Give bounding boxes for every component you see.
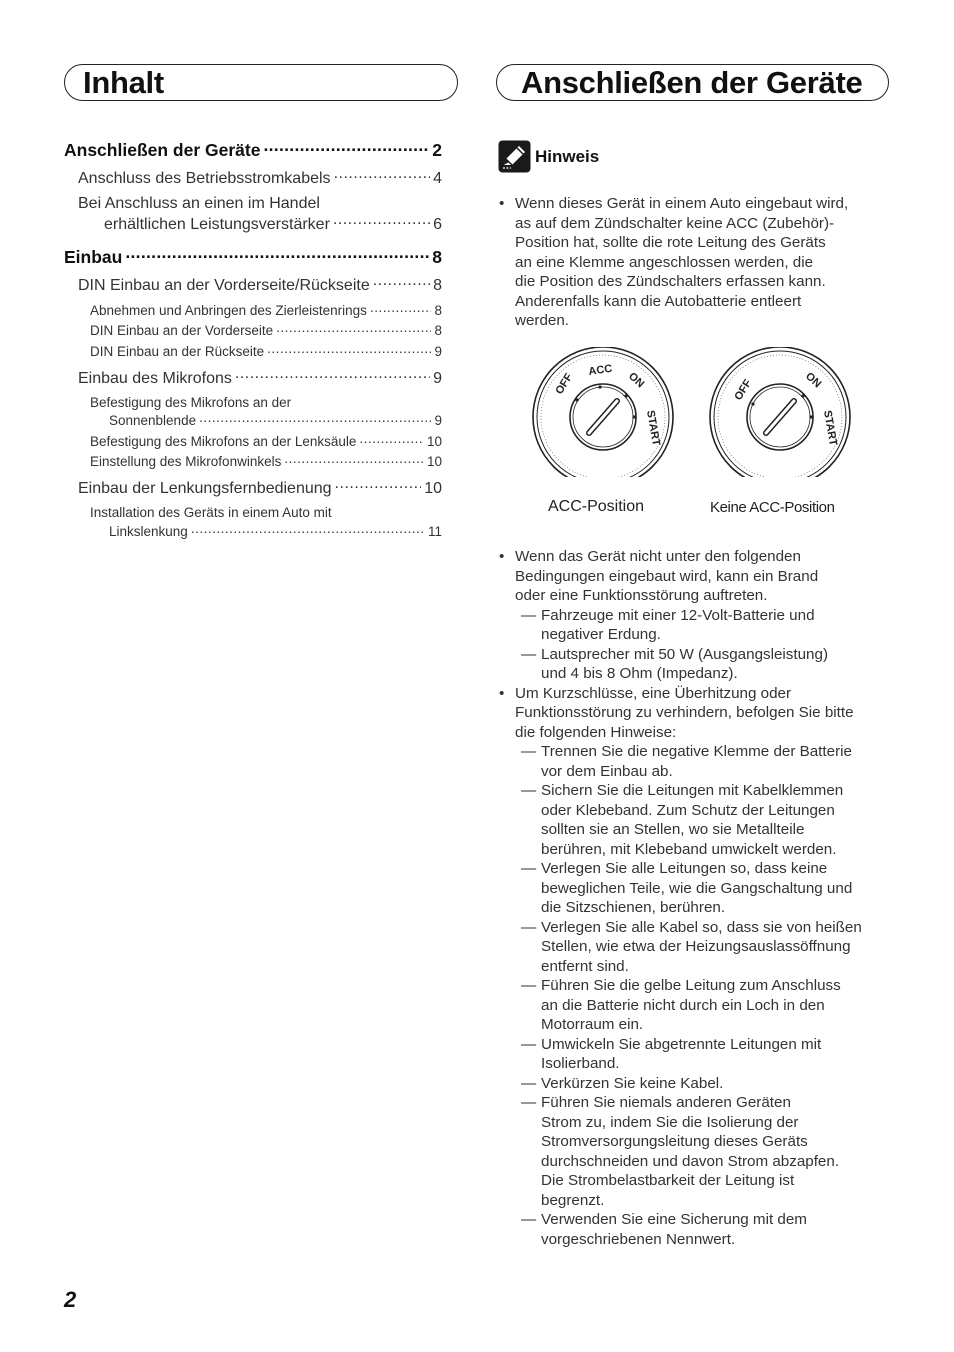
text-line: as auf dem Zündschalter keine ACC (Zubehör)- xyxy=(515,214,835,232)
sub-list-item xyxy=(496,1093,892,1210)
toc-leader-dots xyxy=(334,167,431,183)
toc-entry-title: erhältlichen Leistungsverstärker xyxy=(104,215,330,233)
sub-list-item xyxy=(496,859,892,918)
text-line: vor dem Einbau ab. xyxy=(541,762,673,780)
toc-entry-title: Sonnenblende xyxy=(109,413,197,428)
text-line: an eine Klemme angeschlossen werden, die xyxy=(515,253,814,271)
toc-leader-dots xyxy=(263,138,429,156)
text-line: • Um Kurzschlüsse, eine Überhitzung oder xyxy=(515,684,792,702)
text-line: entfernt sind. xyxy=(541,957,629,975)
text-line: Funktionsstörung zu verhindern, befolgen Sie bitte xyxy=(515,704,854,721)
sub-list-item xyxy=(496,1074,892,1094)
acc-ignition-switch xyxy=(533,347,673,477)
sub-list-item xyxy=(496,781,892,859)
text-line: • Wenn dieses Gerät in einem Auto eingebaut wird, xyxy=(515,195,849,212)
text-line: Die Strombelastbarkeit der Leitung ist xyxy=(541,1172,795,1189)
text-line: sollten sie an Stellen, wo sie Metallteile xyxy=(541,821,805,838)
list-item xyxy=(496,684,892,743)
toc-entry-line: Bei Anschluss an einen im Handel xyxy=(78,194,320,212)
toc-entry-title: Anschluss des Betriebsstromkabels xyxy=(78,169,331,187)
text-line: die Sitzschienen, berühren. xyxy=(541,899,726,916)
list-item xyxy=(496,547,892,606)
text-line: Stellen, wie etwa der Heizungsauslassöffnung xyxy=(541,938,851,955)
toc-row xyxy=(64,322,442,339)
toc-entry xyxy=(64,504,442,539)
text-line: und 4 bis 8 Ohm (Impedanz). xyxy=(541,665,738,682)
note-bullets-2 xyxy=(496,547,892,1249)
text-line: Umwickeln Sie abgetrennte Leitungen mit xyxy=(541,1035,822,1053)
dash-marker: — xyxy=(521,1211,537,1228)
text-line: berühren, mit Klebeband umwickelt werden. xyxy=(541,840,837,858)
text-line: Anderenfalls kann die Autobatterie entleert xyxy=(515,292,802,310)
note-label: Hinweis xyxy=(535,146,600,166)
label-start: START xyxy=(644,409,663,447)
title-box-left xyxy=(64,64,458,101)
text-line: Position hat, sollte die rote Leitung des Geräts xyxy=(515,234,826,251)
text-line: • Wenn das Gerät nicht unter den folgenden xyxy=(515,548,801,565)
dash-marker: — xyxy=(521,1035,537,1053)
toc-page-number: 2 xyxy=(432,139,442,160)
text-line: die Position des Zündschalters erfassen kann. xyxy=(515,273,826,290)
toc-entry-title: Befestigung des Mikrofons an der Lenksäule xyxy=(90,433,357,449)
dash-marker: — xyxy=(521,782,537,799)
text-line: vorgeschriebenen Nennwert. xyxy=(541,1230,736,1248)
text-line: Verwenden Sie eine Sicherung mit dem xyxy=(541,1211,807,1228)
toc-entry xyxy=(64,453,442,470)
toc-row xyxy=(64,432,442,449)
toc-entry xyxy=(64,138,442,161)
note-bullet-1 xyxy=(496,194,892,331)
text-line: Lautsprecher mit 50 W (Ausgangsleistung) xyxy=(541,645,829,663)
toc-entry-title: Einbau xyxy=(64,247,123,267)
text-line: an die Batterie nicht durch ein Loch in den xyxy=(541,996,825,1014)
toc-row xyxy=(64,412,442,429)
text-line: Isolierband. xyxy=(541,1055,620,1072)
toc-leader-dots xyxy=(235,367,430,383)
page-number: 2 xyxy=(64,1287,77,1312)
text-line: oder eine Funktionsstörung auftreten. xyxy=(515,587,768,604)
sub-list-item xyxy=(496,645,892,684)
toc-entry-line: Installation des Geräts in einem Auto mit xyxy=(90,505,332,520)
toc-leader-dots xyxy=(199,412,431,426)
toc-page-number: 8 xyxy=(434,323,442,338)
dash-marker: — xyxy=(521,645,537,663)
text-line: Bedingungen eingebaut wird, kann ein Brand xyxy=(515,567,819,585)
text-line: Fahrzeuge mit einer 12-Volt-Batterie und xyxy=(541,606,815,624)
toc-entry-title: DIN Einbau an der Rückseite xyxy=(90,343,265,359)
page-title-anschliessen: Anschließen der Geräte xyxy=(521,65,863,100)
label-start: START xyxy=(821,409,840,447)
toc-leader-dots xyxy=(284,453,424,467)
toc-leader-dots xyxy=(359,432,424,446)
text-line: beweglichen Teile, wie die Gangschaltung und xyxy=(541,879,853,897)
toc-page-number: 8 xyxy=(433,277,442,294)
dash-marker: — xyxy=(521,918,537,936)
sub-list-item xyxy=(496,1035,892,1074)
sub-list-item xyxy=(496,1210,892,1249)
text-line: Verkürzen Sie keine Kabel. xyxy=(541,1074,724,1092)
sub-list-item xyxy=(496,918,892,977)
text-line: negativer Erdung. xyxy=(541,626,661,643)
toc-entry-title: Anschließen der Geräte xyxy=(64,139,261,160)
dash-marker: — xyxy=(521,743,537,760)
toc-page-number: 9 xyxy=(433,369,442,387)
toc-leader-dots xyxy=(333,213,430,229)
toc-row xyxy=(64,367,442,388)
toc-leader-dots xyxy=(276,322,431,336)
text-line: Führen Sie niemals anderen Geräten xyxy=(541,1094,791,1111)
sub-list-item xyxy=(496,976,892,1035)
toc-leader-dots xyxy=(191,522,425,536)
label-on: ON xyxy=(625,370,647,391)
label-off: OFF xyxy=(732,377,755,403)
toc-page-number: 11 xyxy=(427,523,442,539)
toc-entry xyxy=(64,477,442,498)
toc-entry-title: Einbau des Mikrofons xyxy=(78,369,232,387)
toc-leader-dots xyxy=(125,246,429,264)
toc-entry xyxy=(64,432,442,449)
text-line: Trennen Sie die negative Klemme der Batterie xyxy=(541,743,852,760)
toc-page-number: 8 xyxy=(432,247,442,267)
toc-row xyxy=(64,453,442,470)
toc-entry-title: Abnehmen und Anbringen des Zierleistenrings xyxy=(90,302,367,318)
toc-entry xyxy=(64,246,442,269)
toc-entry-title: Linkslenkung xyxy=(109,523,188,539)
sub-list-item xyxy=(496,742,892,781)
toc-row xyxy=(64,342,442,359)
list-item xyxy=(496,194,892,331)
dash-marker: — xyxy=(521,1074,537,1092)
toc-entry xyxy=(64,194,442,234)
text-line: Verlegen Sie alle Leitungen so, dass keine xyxy=(541,860,828,877)
toc-leader-dots xyxy=(373,274,430,290)
dash-marker: — xyxy=(521,1094,537,1111)
acc-position-caption: ACC-Position xyxy=(548,498,645,515)
toc-entry xyxy=(64,274,442,295)
toc-row xyxy=(64,213,442,234)
text-line: Strom zu, indem Sie die Isolierung der xyxy=(541,1113,799,1131)
text-line: Stromversorgungsleitung dieses Geräts xyxy=(541,1133,808,1150)
toc-leader-dots xyxy=(335,477,422,493)
dash-marker: — xyxy=(521,977,537,994)
text-line: begrenzt. xyxy=(541,1191,605,1209)
toc-row xyxy=(64,274,442,295)
toc-entry-line: Befestigung des Mikrofons an der xyxy=(90,394,292,410)
label-off: OFF xyxy=(553,371,576,397)
toc-page-number: 8 xyxy=(434,302,442,318)
toc-leader-dots xyxy=(267,342,431,356)
text-line: Sichern Sie die Leitungen mit Kabelklemmen xyxy=(541,782,844,799)
toc-page-number: 9 xyxy=(434,413,442,428)
toc-entry xyxy=(64,167,442,188)
text-line: Führen Sie die gelbe Leitung zum Anschluss xyxy=(541,977,841,994)
toc-row xyxy=(64,301,442,318)
toc-row xyxy=(64,522,442,539)
text-line: werden. xyxy=(515,312,570,329)
table-of-contents xyxy=(64,138,442,539)
text-line: die folgenden Hinweise: xyxy=(515,723,677,741)
toc-page-number: 10 xyxy=(426,454,442,469)
text-line: Verlegen Sie alle Kabel so, dass sie von heißen xyxy=(541,918,862,936)
title-box-right xyxy=(496,64,889,101)
toc-page-number: 4 xyxy=(433,169,442,187)
toc-page-number: 9 xyxy=(434,343,442,359)
toc-entry xyxy=(64,342,442,359)
toc-entry xyxy=(64,367,442,388)
toc-entry xyxy=(64,394,442,429)
ignition-switch-figures xyxy=(531,347,861,527)
toc-row xyxy=(64,477,442,498)
no-acc-position-caption: Keine ACC-Position xyxy=(710,499,835,516)
dash-marker: — xyxy=(521,860,537,877)
toc-page-number: 6 xyxy=(433,215,442,233)
label-acc: ACC xyxy=(587,362,614,378)
toc-row xyxy=(64,246,442,269)
page-title-inhalt: Inhalt xyxy=(83,65,164,100)
toc-entry-title: Einstellung des Mikrofonwinkels xyxy=(90,454,282,469)
ignition-diagrams xyxy=(531,347,861,477)
toc-entry-title: DIN Einbau an der Vorderseite/Rückseite xyxy=(78,277,370,294)
toc-entry-title: DIN Einbau an der Vorderseite xyxy=(90,323,274,338)
text-line: Motorraum ein. xyxy=(541,1016,644,1033)
toc-entry xyxy=(64,301,442,318)
toc-entry-title: Einbau der Lenkungsfernbedienung xyxy=(78,480,332,497)
sub-list-item xyxy=(496,606,892,645)
toc-row xyxy=(64,167,442,188)
no-acc-ignition-switch xyxy=(710,347,850,477)
toc-leader-dots xyxy=(370,301,432,315)
pencil-note-icon xyxy=(498,140,531,173)
label-on: ON xyxy=(802,370,824,391)
toc-entry xyxy=(64,322,442,339)
text-line: oder Klebeband. Zum Schutz der Leitungen xyxy=(541,801,835,819)
dash-marker: — xyxy=(521,606,537,624)
toc-row xyxy=(64,138,442,161)
toc-page-number: 10 xyxy=(424,480,442,497)
note-heading xyxy=(498,140,599,173)
toc-page-number: 10 xyxy=(426,433,442,449)
text-line: durchschneiden und davon Strom abzapfen. xyxy=(541,1152,840,1170)
